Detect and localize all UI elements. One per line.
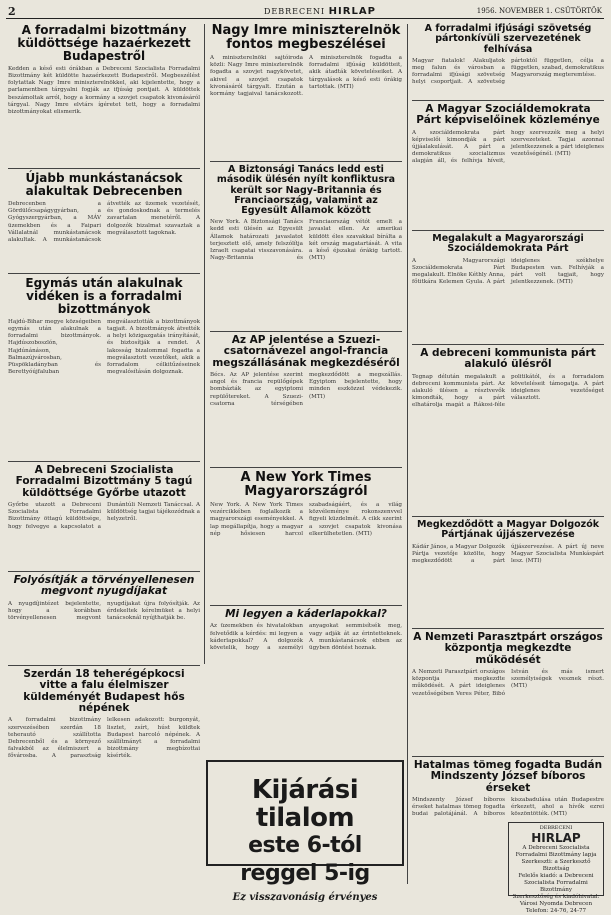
article-szocdem-kepviselok — [412, 104, 604, 228]
article-body: Győrbe utazott a Debreceni Szocialista Forradalmi Bizottmány öttagú küldöttsége, hogy felvegye a kapcsolatot a Dunántúli Nemzeti Tanáccsal. A küldöttség tagjai tájékozódnak a helyzetről. — [8, 501, 200, 530]
article-nyugdijak — [8, 575, 200, 663]
article-body: Kádár János, a Magyar Dolgozók Pártja vezetője közölte, hogy megkezdődött a párt újjászervezése. A párt új neve Magyar Szocialista Munkáspárt lesz. (MTI) — [412, 543, 604, 564]
article-divider — [210, 161, 402, 162]
article-divider — [8, 168, 200, 169]
article-body: Mindszenty József bíboros érseket hatalmas tömeg fogadta budai palotájánál. A bíboros kiszabadulása után Budapestre érkezett, ahol a hívők ezrei köszöntötték. (MTI) — [412, 796, 604, 818]
page-masthead — [6, 4, 604, 19]
article-title: A Biztonsági Tanács ledd esti második ülésén nyílt konfliktusra került sor Nagy-Britannia és Franciaország, valamint az Egyesült Államok között — [216, 164, 396, 216]
article-body: A forradalmi bizottmány szervezésében szerdán 18 teherautó szállította Debrecenből és a környező falvakból az élelmiszert a fővárosba. A parasztság lelkesen adakozott: burgonyát, lisztet, zsírt, húst küldtek Budapest harcoló népének. A szállítmányt a forradalmi bizottmány megbízottai kísérték. — [8, 717, 200, 760]
article-munkastanacsok — [8, 172, 200, 270]
colophon — [511, 825, 601, 915]
article-title: A Magyar Szociáldemokrata Párt képviselőinek közleménye — [416, 103, 600, 127]
article-divider — [8, 665, 200, 666]
article-divider — [412, 516, 604, 517]
article-title: Megkezdődött a Magyar Dolgozók Pártjának újjászervezése — [416, 519, 600, 541]
article-szocdem-megalakult — [412, 234, 604, 342]
curfew-banner — [206, 760, 404, 903]
article-body: New York. A Biztonsági Tanács kedd esti ülésén az Egyesült Államok határozati javaslatot terjesztett elő, amely felszólítja Izraelt csapatai visszavonására. Nagy-Britannia és Franciaország vétót emelt a javaslat ellen. Az amerikai küldött éles szavakkal bírálta a két ország magatartását. A vita a késő éjszakai órákig tartott. (MTI) — [210, 219, 402, 262]
article-body: A miniszterelnöki sajtóiroda közli: Nagy Imre miniszterelnök fogadta a szovjet nagykövetet, akivel a szovjet csapatok kivonásáról tárgyalt. Ezután a kormány tagjaival tanácskozott. A miniszterelnök fogadta a forradalmi ifjúság küldötteit, akik átadták követeléseiket. A tárgyalások a késő esti órákig tartottak. (MTI) — [210, 55, 402, 98]
article-title: Mi legyen a káderlapokkal? — [225, 608, 387, 620]
colophon-title: HIRLAP — [531, 831, 581, 845]
article-title: A debreceni kommunista párt alakuló ülésről — [420, 347, 596, 371]
article-divider — [8, 273, 200, 274]
article-title: Folyósítják a törvényellenesen megvont nyugdíjakat — [13, 574, 195, 598]
article-divider — [8, 571, 200, 572]
article-title: Az AP jelentése a Szuezi-csatornávezel angol-francia megszállásának megkezdéséről — [212, 334, 400, 369]
colophon-box — [508, 822, 604, 914]
colophon-line2: Szerkeszti: a Szerkesztő Bizottság — [521, 859, 591, 872]
article-mdp-ujjaszervezes — [412, 520, 604, 626]
article-body: New York. A New York Times vezércikkében foglalkozik a magyarországi eseményekkel. A lap megállapítja, hogy a magyar nép hősiesen harcol szabadságáért, és a világ közvéleménye rokonszenvvel figyeli küzdelmét. A cikk szerint a szovjet csapatok kivonása elkerülhetetlen. (MTI) — [210, 502, 402, 537]
article-divider — [412, 100, 604, 101]
article-new-york-times — [210, 471, 402, 603]
article-teherautok — [8, 669, 200, 895]
article-title: A Nemzeti Parasztpárt országos központja megkezdte működését — [413, 631, 603, 666]
article-title: Újabb munkástanácsok alakultak Debrecenben — [25, 171, 183, 198]
paper-name: HIRLAP — [328, 6, 376, 17]
paper-name-prefix: DEBRECENI — [264, 7, 326, 16]
column-divider — [407, 24, 408, 884]
page-number: 2 — [8, 5, 16, 18]
article-parasztpart — [412, 632, 604, 754]
article-title: A Debreceni Szocialista Forradalmi Bizottmány 5 tagú küldöttsége Győrbe utazott — [15, 464, 193, 499]
article-divider — [8, 461, 200, 462]
colophon-line1: A Debreceni Szocialista Forradalmi Bizottmány lapja — [515, 845, 597, 858]
article-title: A New York Times Magyarországról — [240, 470, 372, 500]
banner-subtitle: Ez visszavonásig érvényes — [232, 892, 378, 903]
article-divider — [210, 467, 402, 468]
article-body: A Nemzeti Parasztpárt országos központja megkezdte működését. A párt ideiglenes vezetőségében Veres Péter, Bibó István és más ismert személyiségek vesznek részt. (MTI) — [412, 668, 604, 697]
article-forradalmi-bizottmany — [8, 24, 200, 166]
article-title: Megalakult a Magyarországi Szociáldemokrata Párt — [432, 233, 584, 255]
article-divider — [412, 230, 604, 231]
article-body: A Magyarországi Szociáldemokrata Párt megalakult. Elnöke Kéthly Anna, főtitkára Kelemen Gyula. A párt ideiglenes székhelye Budapesten van. Felhívják a párt volt tagjait, hogy jelentkezzenek. (MTI) — [412, 257, 604, 286]
article-kommunista-part — [412, 348, 604, 514]
article-body: Debrecenben a Gördülőcsapágygyárban, a Gyógyszergyárban, a MÁV üzemekben és a Faipari Vállalatnál munkástanácsok alakultak. A munkástanácsok átvették az üzemek vezetését, és gondoskodnak a termelés zavartalan menetéről. A dolgozók bizalmat szavaztak a megválasztott tagoknak. — [8, 200, 200, 243]
article-body: Tegnap délután megalakult a debreceni kommunista párt. Az alakuló ülésen a résztvevők kimondták, hogy a párt elhatárolja magát a Rákosi-féle politikától, és a forradalom követeléseit támogatja. A párt ideiglenes vezetőséget választott. — [412, 373, 604, 409]
article-body: Az üzemekben és hivatalokban felvetődik a kérdés: mi legyen a káderlapokkal? A dolgozók követelik, hogy a személyi anyagokat semmisítsék meg, vagy adják át az érintetteknek. A munkástanácsok ebben az ügyben döntést hoznak. — [210, 623, 402, 651]
article-body: Bécs. Az AP jelentése szerint angol és francia repülőgépek bombázták az egyiptomi repülőtereket. A Szuezi-csatorna térségében megkezdődött a megszállás. Egyiptom bejelentette, hogy minden eszközzel védekezik. (MTI) — [210, 371, 402, 407]
article-title: Nagy Imre miniszterelnök fontos megbeszélései — [211, 23, 401, 53]
colophon-line3: Felelős kiadó: a Debreceni Szocialista Forradalmi Bizottmány — [518, 873, 594, 893]
article-videken-bizottmanyok — [8, 277, 200, 459]
running-head — [264, 6, 376, 17]
colophon-line5: Telefon: 24-76, 24-77 — [525, 908, 587, 914]
article-kaderlapok — [210, 609, 402, 753]
article-divider — [412, 344, 604, 345]
banner-line1: Kijárási tilalom — [251, 775, 359, 833]
article-ap-szuez — [210, 335, 402, 465]
article-gyor-kuldottseg — [8, 465, 200, 569]
article-divider — [210, 331, 402, 332]
article-body: A nyugdíjintézet bejelentette, hogy a korábban törvényellenesen megvont nyugdíjakat újra folyósítják. Az érdekeltek kérelmüket a helyi tanácsoknál nyújthatják be. — [8, 600, 200, 622]
article-title: Szerdán 18 teherégépkocsi vitte a falu élelmiszer küldeményét Budapest hős népének — [23, 668, 185, 714]
article-nagy-imre — [210, 24, 402, 158]
colophon-line4: Szerkesztőség és kiadóhivatal: Városi Nyomda Debrecen — [512, 894, 600, 907]
article-biztonsagi-tanacs — [210, 165, 402, 329]
colophon-prefix: DEBRECENI — [539, 825, 573, 831]
article-title: A forradalmi ifjúsági szövetség pártonkívüli szervezetének felhívása — [424, 23, 592, 55]
issue-date: 1956. NOVEMBER 1. CSÜTÖRTÖK — [476, 7, 602, 15]
article-body: Kedden a késő esti órákban a Debreceni Szocialista Forradalmi Bizottmány két küldötte hazaérkezett Budapestről. Megbeszélést folytattak Nagy Imre miniszterelnökkel, aki kijelentette, hogy a parlamentben tárgyalni fogják az ifjúság pontjait. A küldöttek beszámoltak arról, hogy a kormány a szovjet csapatok kivonásáról tárgyal. Nagy Imre elvtárs ígéretet tett, hogy a forradalmi bizottmányokat elismerik. — [8, 65, 200, 116]
article-mindszenty — [412, 760, 604, 820]
article-divider — [412, 628, 604, 629]
column-divider — [204, 24, 205, 664]
article-title: Hatalmas tömeg fogadta Budán Mindszenty József bíboros érseket — [413, 759, 603, 794]
article-divider — [210, 605, 402, 606]
article-title: Egymás után alakulnak vidéken is a forradalmi bizottmányok — [25, 276, 183, 316]
article-body: Hajdú-Bihar megye községeiben egymás után alakulnak a forradalmi bizottmányok. Hajdúszoboszlón, Hajdúnánáson, Balmazújvárosban, Püspökladányban és Berettyóújfaluban megválasztották a bizottmányok tagjait. A bizottmányok átvették a helyi közigazgatás irányítását, és biztosítják a rendet. A lakosság bizalommal fogadta a megválasztott vezetőket, akik a forradalom célkitűzéseinek megvalósításán dolgoznak. — [8, 318, 200, 376]
banner-line2: este 6-tól reggel 5-ig — [240, 833, 370, 886]
article-divider — [412, 756, 604, 757]
article-title: A forradalmi bizottmány küldöttsége hazaérkezett Budapestről — [17, 23, 191, 63]
article-body: Magyar fiatalok! Alakuljatok meg falun és városban a forradalmi ifjúsági szövetség helyi csoportjait. A szövetség pártoktól független, célja a független, szabad, demokratikus Magyarország megteremtése. — [412, 57, 604, 86]
article-ifjusagi-szovetseg — [412, 24, 604, 98]
article-body: A szociáldemokrata párt képviselői kimondják a párt újjáalakulását. A párt a demokratikus szocializmus alapján áll, és felhívja híveit, hogy szervezzék meg a helyi szervezeteket. Tagjai azonnal jelentkezzenek a párt ideiglenes vezetőségénél. (MTI) — [412, 129, 604, 165]
